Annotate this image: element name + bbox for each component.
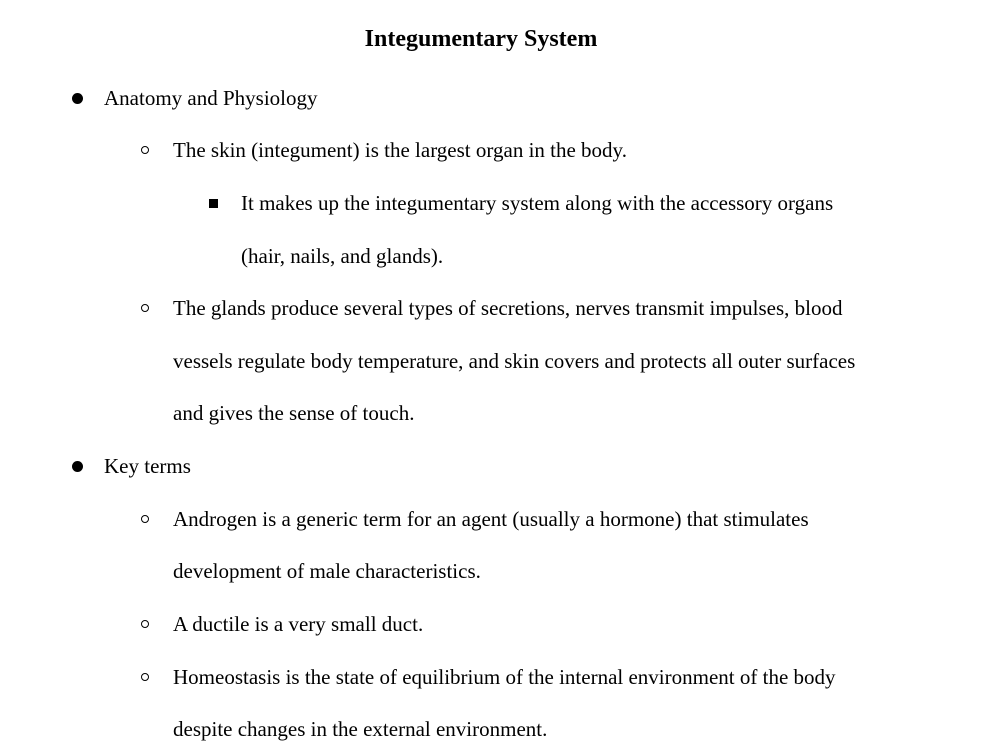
list-item-line: despite changes in the external environment.: [173, 717, 548, 741]
level1-bullet: [72, 461, 83, 472]
level2-bullet: [141, 515, 149, 523]
section-heading: Anatomy and Physiology: [104, 86, 318, 110]
level2-bullet: [141, 620, 149, 628]
list-item-line: and gives the sense of touch.: [173, 401, 415, 425]
list-item-line: Homeostasis is the state of equilibrium of the internal environment of the body: [173, 665, 836, 689]
list-item-line: The skin (integument) is the largest organ in the body.: [173, 138, 627, 162]
page-title: Integumentary System: [364, 26, 598, 52]
level2-bullet: [141, 673, 149, 681]
list-item-line: The glands produce several types of secretions, nerves transmit impulses, blood: [173, 296, 843, 320]
section-heading: Key terms: [104, 454, 191, 478]
list-item-line: It makes up the integumentary system along with the accessory organs: [241, 191, 834, 215]
list-item-line: development of male characteristics.: [173, 559, 481, 583]
list-item-line: Androgen is a generic term for an agent (usually a hormone) that stimulates: [173, 507, 809, 531]
list-item-line: (hair, nails, and glands).: [241, 244, 444, 268]
level2-bullet: [141, 304, 149, 312]
list-item-line: vessels regulate body temperature, and skin covers and protects all outer surfaces: [173, 349, 856, 373]
level3-bullet: [209, 199, 218, 208]
level2-bullet: [141, 146, 149, 154]
list-item-line: A ductile is a very small duct.: [173, 612, 424, 636]
level1-bullet: [72, 93, 83, 104]
